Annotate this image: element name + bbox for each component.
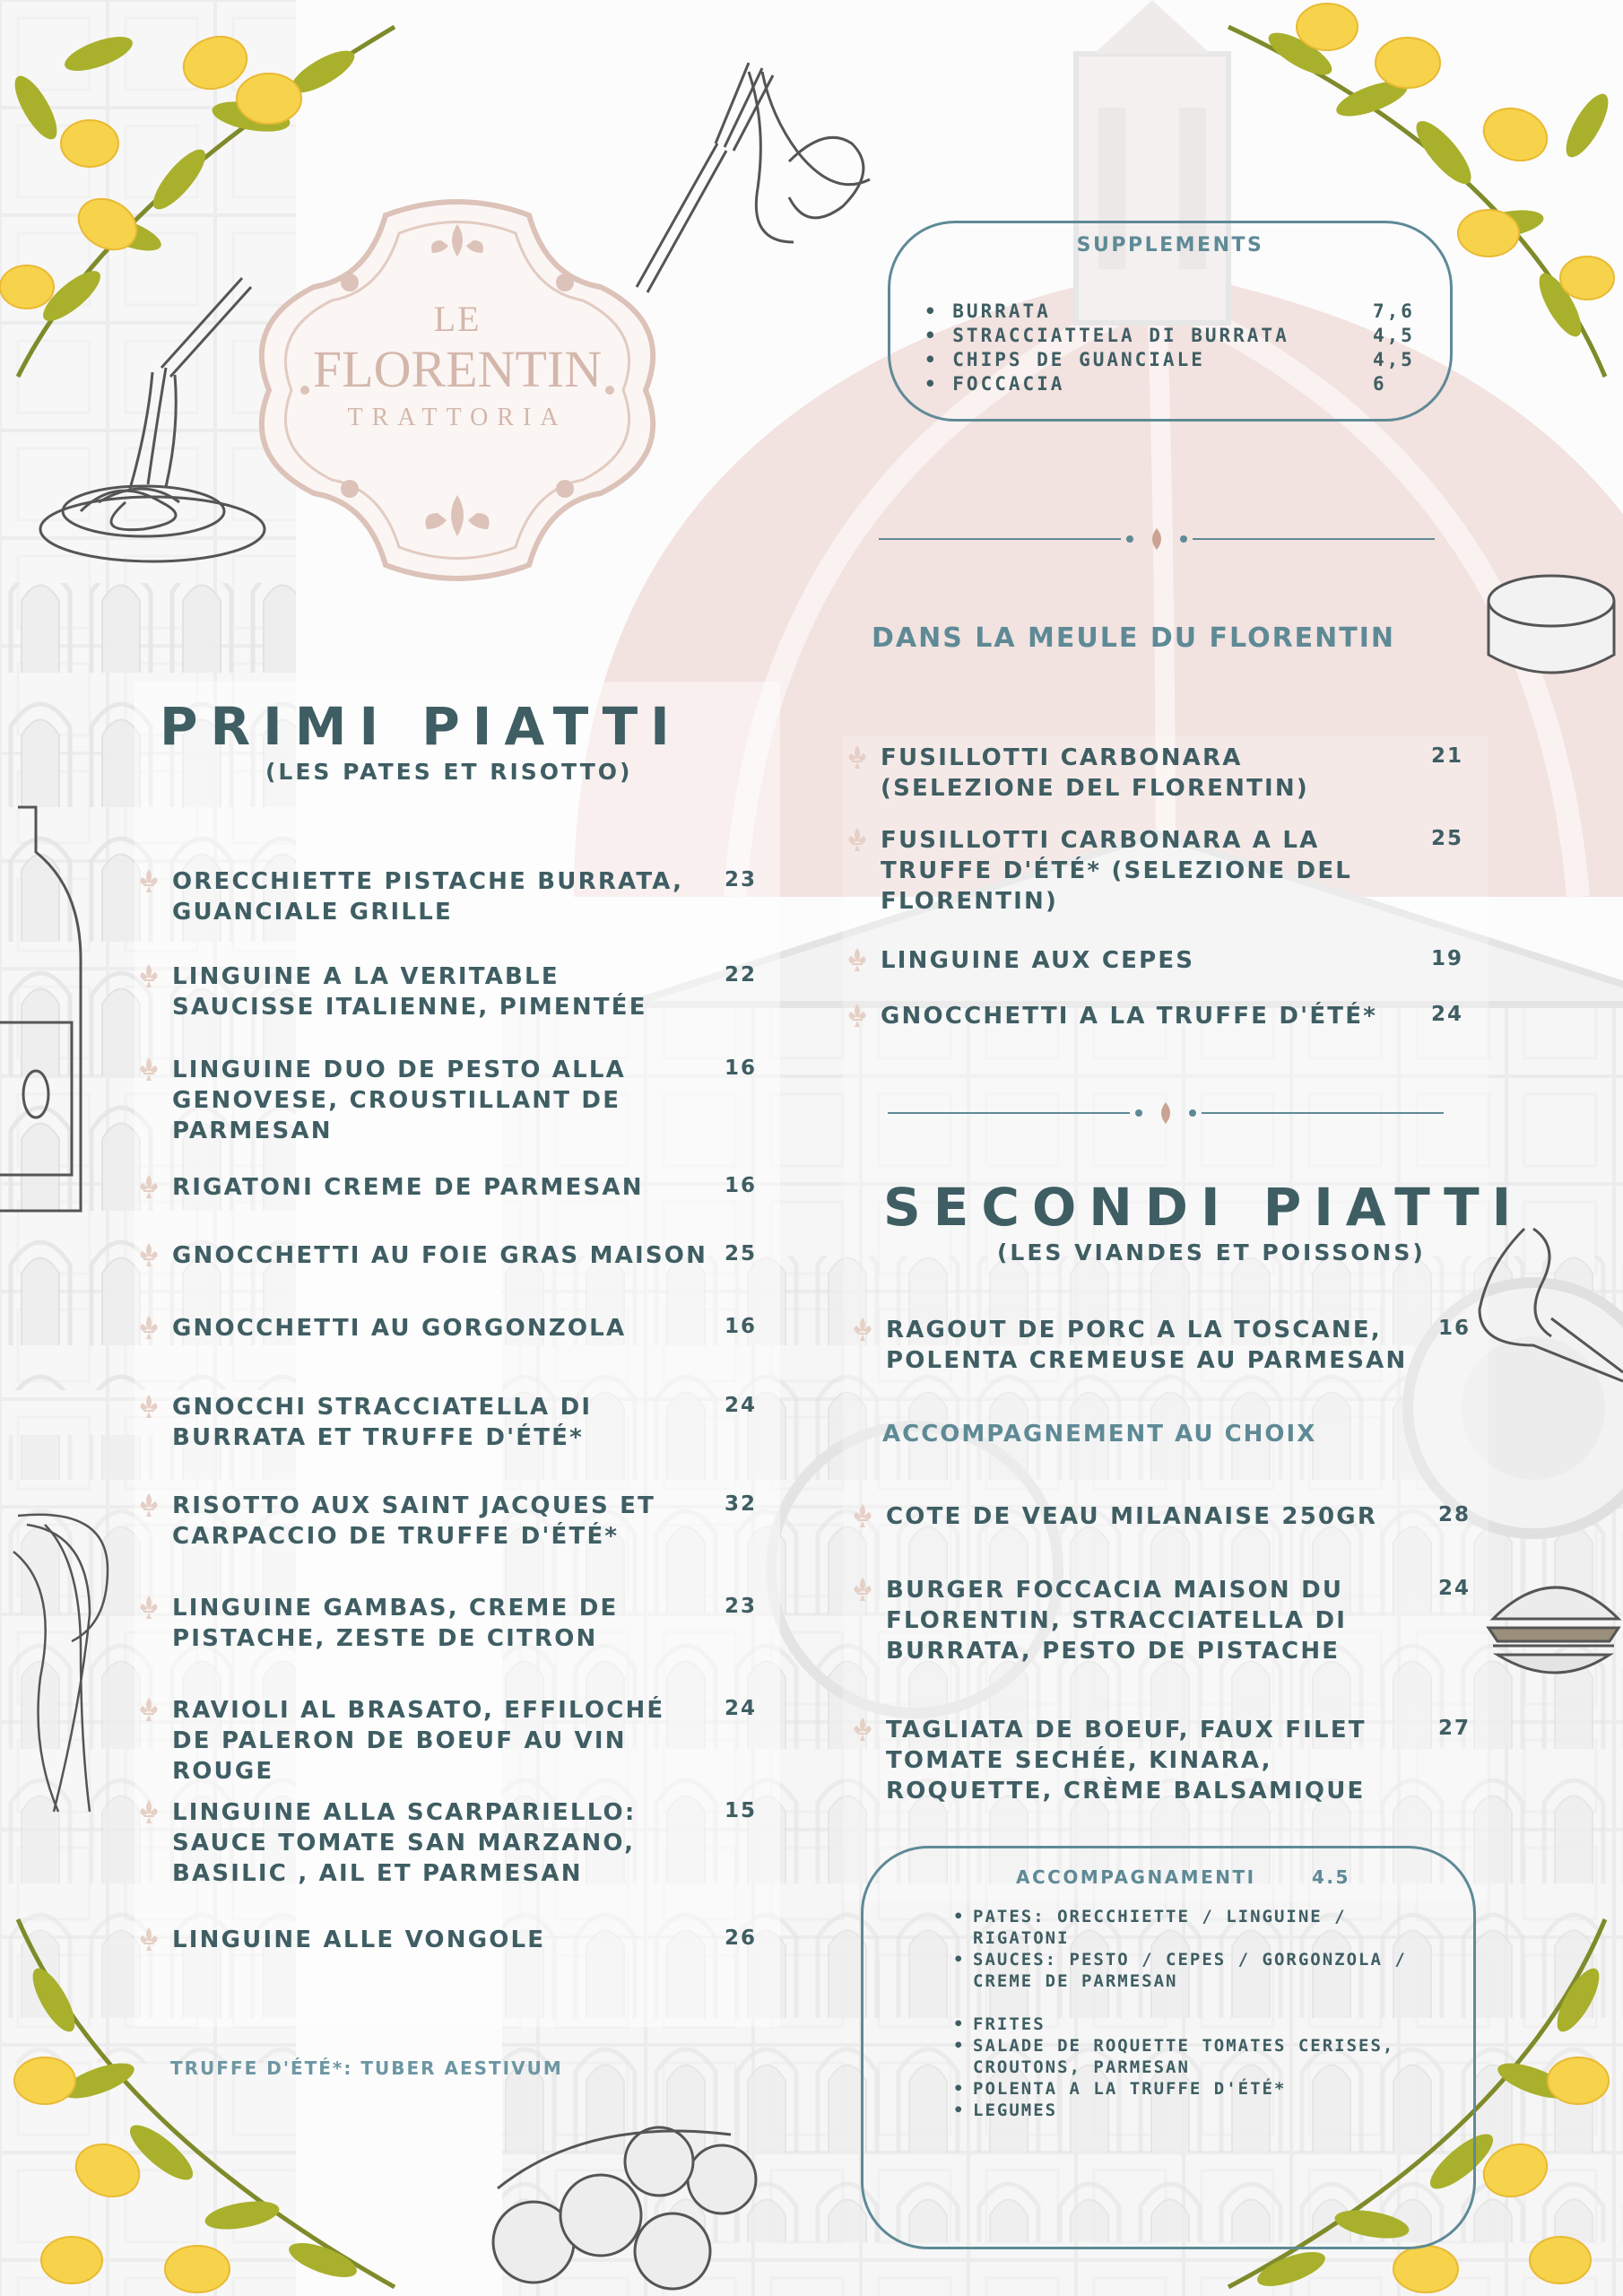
dish-name: LINGUINE AUX CEPES [881,947,1195,974]
supplements-title: SUPPLEMENTS [1076,234,1264,257]
fleur-de-lis-icon [852,1317,873,1342]
supplement-price: 4,5 [1373,325,1415,346]
fleur-de-lis-icon [852,1717,873,1742]
dish-name: LINGUINE A LA VERITABLE SAUCISSE ITALIENNE, PIMENTÉE [172,963,647,1021]
dish-price: 16 [1438,1317,1471,1340]
dish-name: LINGUINE ALLE VONGOLE [172,1926,546,1953]
dish-name: LINGUINE DUO DE PESTO ALLA GENOVESE, CROUSTILLANT DE PARMESAN [172,1057,626,1144]
dish-name: RAGOUT DE PORC A LA TOSCANE, POLENTA CREMEUSE AU PARMESAN [886,1317,1408,1374]
spaghetti-plate-icon [27,269,278,574]
restaurant-logo [251,197,664,583]
dish-name: FUSILLOTTI CARBONARA (SELEZIONE DEL FLORENTIN) [881,744,1309,802]
dish-price: 25 [1431,827,1464,850]
fleur-de-lis-icon [138,868,160,893]
primi-dish [172,1925,710,1955]
dish-name: GNOCCHI STRACCIATELLA DI BURRATA ET TRUFFE D'ÉTÉ* [172,1394,593,1451]
fleur-de-lis-icon [138,1174,160,1199]
secondi-title: SECONDI PIATTI [883,1177,1524,1238]
dish-name: TAGLIATA DE BOEUF, FAUX FILET TOMATE SECHÉE, KINARA, ROQUETTE, CRÈME BALSAMIQUE [886,1717,1367,1805]
primi-dish [172,1491,710,1552]
logo-line-le: LE [433,299,482,339]
supplement-price: 6 [1373,373,1387,395]
lemon-branch-icon [0,1901,412,2296]
olive-oil-bottle-icon [0,798,90,1229]
dish-price: 16 [725,1315,758,1338]
supplement-price: 7,6 [1373,300,1415,322]
supplement-name: • CHIPS DE GUANCIALE [924,349,1205,370]
primi-dish [172,1313,710,1344]
dish-name: RISOTTO AUX SAINT JACQUES ET CARPACCIO DE TRUFFE D'ÉTÉ* [172,1492,656,1550]
meule-dish [881,945,1419,976]
fleur-de-lis-icon [138,1697,160,1722]
fleur-de-lis-icon [846,947,868,972]
primi-subtitle: (LES PATES ET RISOTTO) [265,759,633,785]
fleur-de-lis-icon [138,1595,160,1620]
dish-price: 16 [725,1057,758,1080]
fleur-de-lis-icon [846,827,868,852]
meule-dish [881,743,1419,804]
fleur-de-lis-icon [138,1057,160,1082]
dish-name: RIGATONI CREME DE PARMESAN [172,1174,644,1201]
secondi-dish [886,1501,1415,1532]
dish-name: FUSILLOTTI CARBONARA A LA TRUFFE D'ÉTÉ* (SELEZIONE DEL FLORENTIN) [881,827,1353,915]
secondi-dish [886,1315,1415,1376]
meule-title: DANS LA MEULE DU FLORENTIN [872,622,1396,654]
dish-price: 24 [1431,1003,1464,1026]
accompagnamento-item: • POLENTA A LA TRUFFE D'ÉTÉ* [953,2078,1437,2100]
dish-price: 28 [1438,1503,1471,1526]
fleur-de-lis-icon [846,744,868,770]
dish-price: 15 [725,1799,758,1822]
supplement-price: 4,5 [1373,349,1415,370]
fleur-de-lis-icon [138,1926,160,1952]
dish-price: 32 [725,1492,758,1516]
tomatoes-icon [480,2081,767,2296]
supplements-box [888,221,1453,422]
secondi-dish [886,1575,1415,1666]
dish-price: 26 [725,1926,758,1950]
fleur-de-lis-icon [852,1577,873,1602]
fork-spaghetti-icon [619,36,888,296]
dish-price: 23 [725,868,758,891]
supplement-name: • BURRATA [924,300,1051,322]
accompagnamenti-price: 4.5 [1312,1866,1350,1888]
fleur-de-lis-icon [138,1394,160,1419]
primi-dish [172,1172,710,1203]
fleur-de-lis-icon [846,1003,868,1028]
fleur-de-lis-icon [138,963,160,988]
dish-price: 27 [1438,1717,1471,1740]
fleur-de-lis-icon [138,1315,160,1340]
hand-gesture-icon [1471,1220,1623,1399]
primi-dish [172,1797,710,1889]
primi-dish [172,1055,710,1146]
fleur-de-lis-icon [852,1503,873,1528]
burger-icon [1484,1565,1623,1691]
dish-name: LINGUINE ALLA SCARPARIELLO: SAUCE TOMATE SAN MARZANO, BASILIC , AIL ET PARMESAN [172,1799,637,1887]
dish-name: GNOCCHETTI AU FOIE GRAS MAISON [172,1242,708,1269]
accompagnement-choice: ACCOMPAGNEMENT AU CHOIX [882,1421,1317,1448]
ornament-divider [879,526,1435,552]
supplement-name: • FOCCACIA [924,373,1065,395]
supplement-row [924,325,1427,349]
dish-name: COTE DE VEAU MILANAISE 250GR [886,1503,1378,1530]
secondi-dish [886,1715,1415,1806]
dish-name: GNOCCHETTI A LA TRUFFE D'ÉTÉ* [881,1003,1377,1030]
meule-dish [881,825,1419,917]
supplement-row [924,349,1427,373]
dish-price: 24 [725,1394,758,1417]
dish-price: 19 [1431,947,1464,970]
primi-dish [172,961,710,1022]
fleur-de-lis-icon [138,1242,160,1267]
supplement-row [924,373,1427,397]
primi-dish [172,1695,710,1787]
dish-price: 25 [725,1242,758,1265]
accompagnamento-item: • LEGUMES [953,2100,1437,2121]
dish-price: 21 [1431,744,1464,768]
accompagnamenti-title: ACCOMPAGNAMENTI [1016,1866,1256,1888]
supplement-row [924,300,1427,325]
dish-price: 22 [725,963,758,987]
primi-dish [172,1240,710,1271]
supplement-name: • STRACCIATTELA DI BURRATA [924,325,1289,346]
meule-dish [881,1001,1419,1031]
cheese-wheel-icon [1480,565,1623,691]
fleur-de-lis-icon [138,1799,160,1824]
dish-name: LINGUINE GAMBAS, CREME DE PISTACHE, ZESTE DE CITRON [172,1595,619,1652]
dish-name: GNOCCHETTI AU GORGONZOLA [172,1315,627,1342]
accompagnamenti-box [861,1846,1476,2249]
fleur-de-lis-icon [138,1492,160,1518]
logo-line-trattoria: TRATTORIA [347,404,568,431]
dish-name: BURGER FOCCACIA MAISON DU FLORENTIN, STRACCIATELLA DI BURRATA, PESTO DE PISTACHE [886,1577,1348,1665]
accompagnamento-item: • PATES: ORECCHIETTE / LINGUINE / RIGATONI [953,1906,1437,1949]
pasta-strands-icon [0,1498,126,1821]
accompagnamenti-list [953,1906,1437,2121]
accompagnamento-item: • SALADE DE ROQUETTE TOMATES CERISES, CROUTONS, PARMESAN [953,2035,1437,2078]
dish-price: 24 [725,1697,758,1720]
accompagnamento-item: • SAUCES: PESTO / CEPES / GORGONZOLA / CREME DE PARMESAN [953,1949,1437,1992]
primi-title: PRIMI PIATTI [160,696,682,757]
dish-name: RAVIOLI AL BRASATO, EFFILOCHÉ DE PALERON DE BOEUF AU VIN ROUGE [172,1697,665,1785]
primi-dish [172,1392,710,1453]
primi-dish [172,866,710,927]
truffle-footnote: TRUFFE D'ÉTÉ*: TUBER AESTIVUM [170,2057,563,2079]
secondi-subtitle: (LES VIANDES ET POISSONS) [997,1239,1426,1265]
primi-dish [172,1593,710,1654]
dish-price: 23 [725,1595,758,1618]
accompagnamento-item: • FRITES [953,2013,1437,2035]
ornament-divider [888,1100,1444,1126]
logo-line-florentin: FLORENTIN [312,340,603,398]
dish-name: ORECCHIETTE PISTACHE BURRATA, GUANCIALE GRILLE [172,868,684,926]
dish-price: 24 [1438,1577,1471,1600]
dish-price: 16 [725,1174,758,1197]
